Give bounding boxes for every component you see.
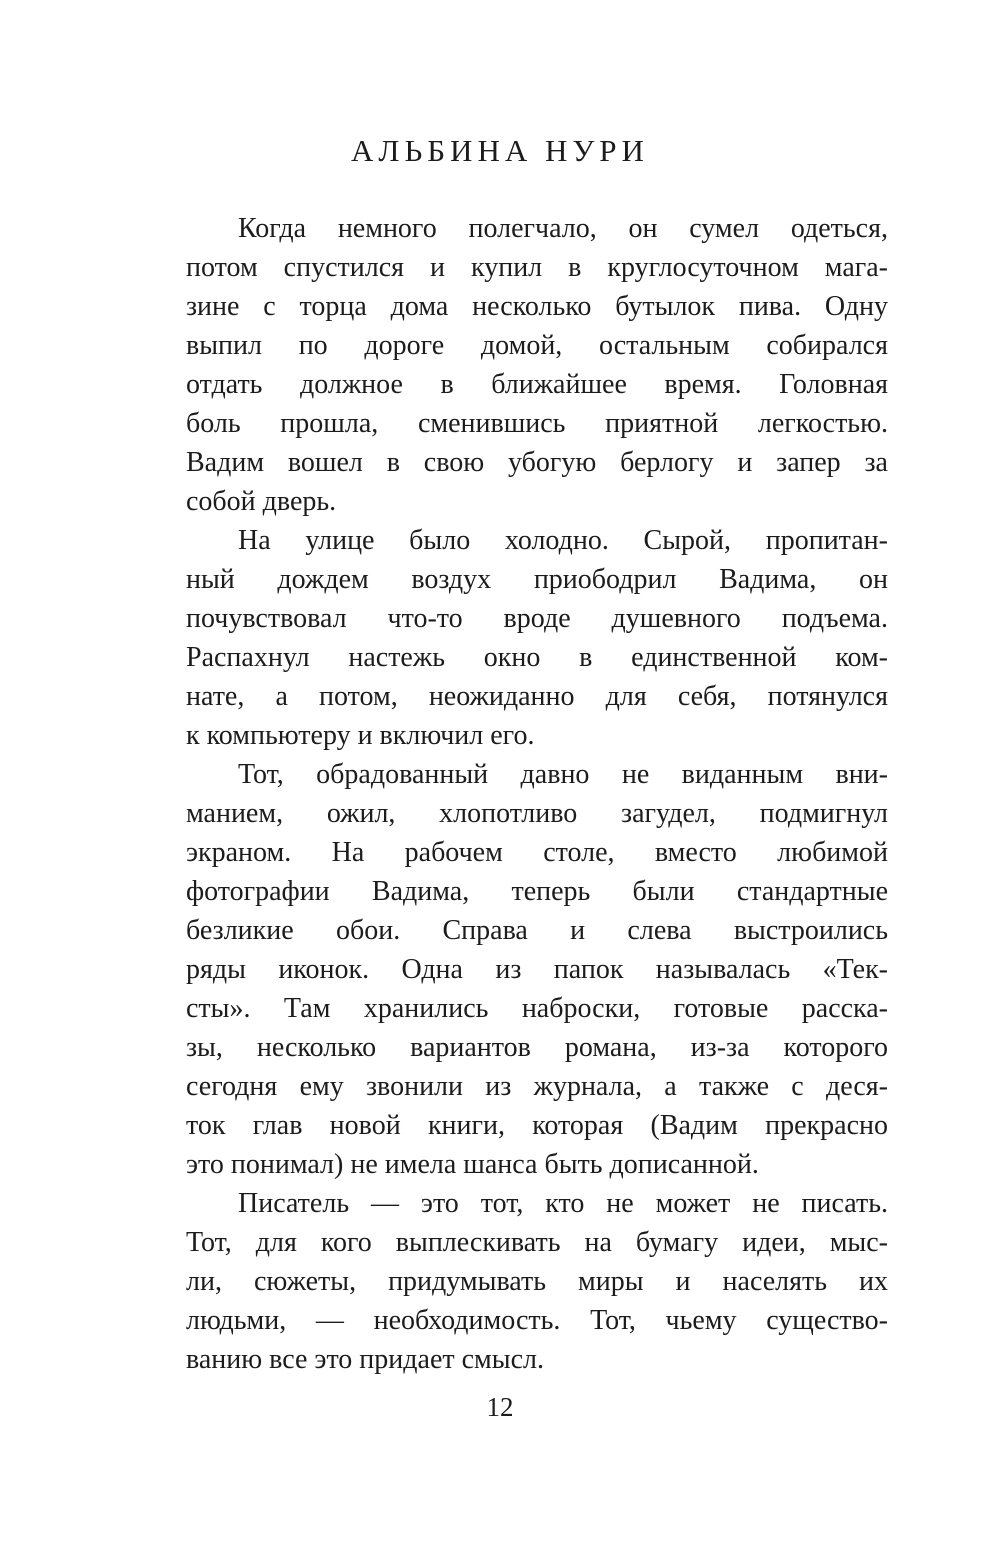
page-number: 12 <box>486 1392 514 1422</box>
text-line: ток глав новой книги, которая (Вадим прекрасно <box>186 1110 888 1141</box>
text-line: манием, ожил, хлопотливо загудел, подмигнул <box>186 798 888 829</box>
text-line: ряды иконок. Одна из папок называлась «Тек- <box>186 954 888 985</box>
text-line: нате, а потом, неожиданно для себя, потянулся <box>186 681 888 712</box>
text-line: зы, несколько вариантов романа, из-за которого <box>186 1032 888 1063</box>
text-line: Вадим вошел в свою убогую берлогу и запер за <box>186 447 888 478</box>
text-line: сты». Там хранились наброски, готовые расска- <box>186 993 888 1024</box>
text-line: Писатель — это тот, кто не может не писать. <box>238 1188 888 1219</box>
text-line: боль прошла, сменившись приятной легкостью. <box>186 408 888 439</box>
running-header: АЛЬБИНА НУРИ <box>351 133 649 168</box>
text-line: безликие обои. Справа и слева выстроились <box>186 915 888 946</box>
text-line: почувствовал что-то вроде душевного подъема. <box>186 603 888 634</box>
text-line: экраном. На рабочем столе, вместо любимой <box>186 837 888 868</box>
text-line: к компьютеру и включил его. <box>186 720 535 751</box>
text-line: На улице было холодно. Сырой, пропитан- <box>238 525 888 556</box>
text-line: фотографии Вадима, теперь были стандартные <box>186 876 888 907</box>
text-line: собой дверь. <box>186 486 337 517</box>
text-line: ли, сюжеты, придумывать миры и населять их <box>186 1266 888 1297</box>
text-line: людьми, — необходимость. Тот, чьему существо- <box>186 1305 888 1336</box>
text-line: ный дождем воздух приободрил Вадима, он <box>186 564 888 595</box>
text-line: отдать должное в ближайшее время. Головная <box>186 369 888 400</box>
text-line: это понимал) не имела шанса быть дописанной. <box>186 1149 759 1180</box>
text-line: выпил по дороге домой, остальным собирался <box>186 330 888 361</box>
text-line: Когда немного полегчало, он сумел одеться, <box>238 213 888 244</box>
text-line: зине с торца дома несколько бутылок пива. Одну <box>186 291 888 322</box>
text-line: ванию все это придает смысл. <box>186 1344 544 1375</box>
text-line: сегодня ему звонили из журнала, а также с деся- <box>186 1071 888 1102</box>
text-line: Тот, для кого выплескивать на бумагу идеи, мыс- <box>186 1227 888 1258</box>
text-line: потом спустился и купил в круглосуточном мага- <box>186 252 888 283</box>
text-line: Распахнул настежь окно в единственной ком- <box>186 642 888 673</box>
text-line: Тот, обрадованный давно не виданным вни- <box>238 759 888 790</box>
body-text <box>186 209 888 1379</box>
